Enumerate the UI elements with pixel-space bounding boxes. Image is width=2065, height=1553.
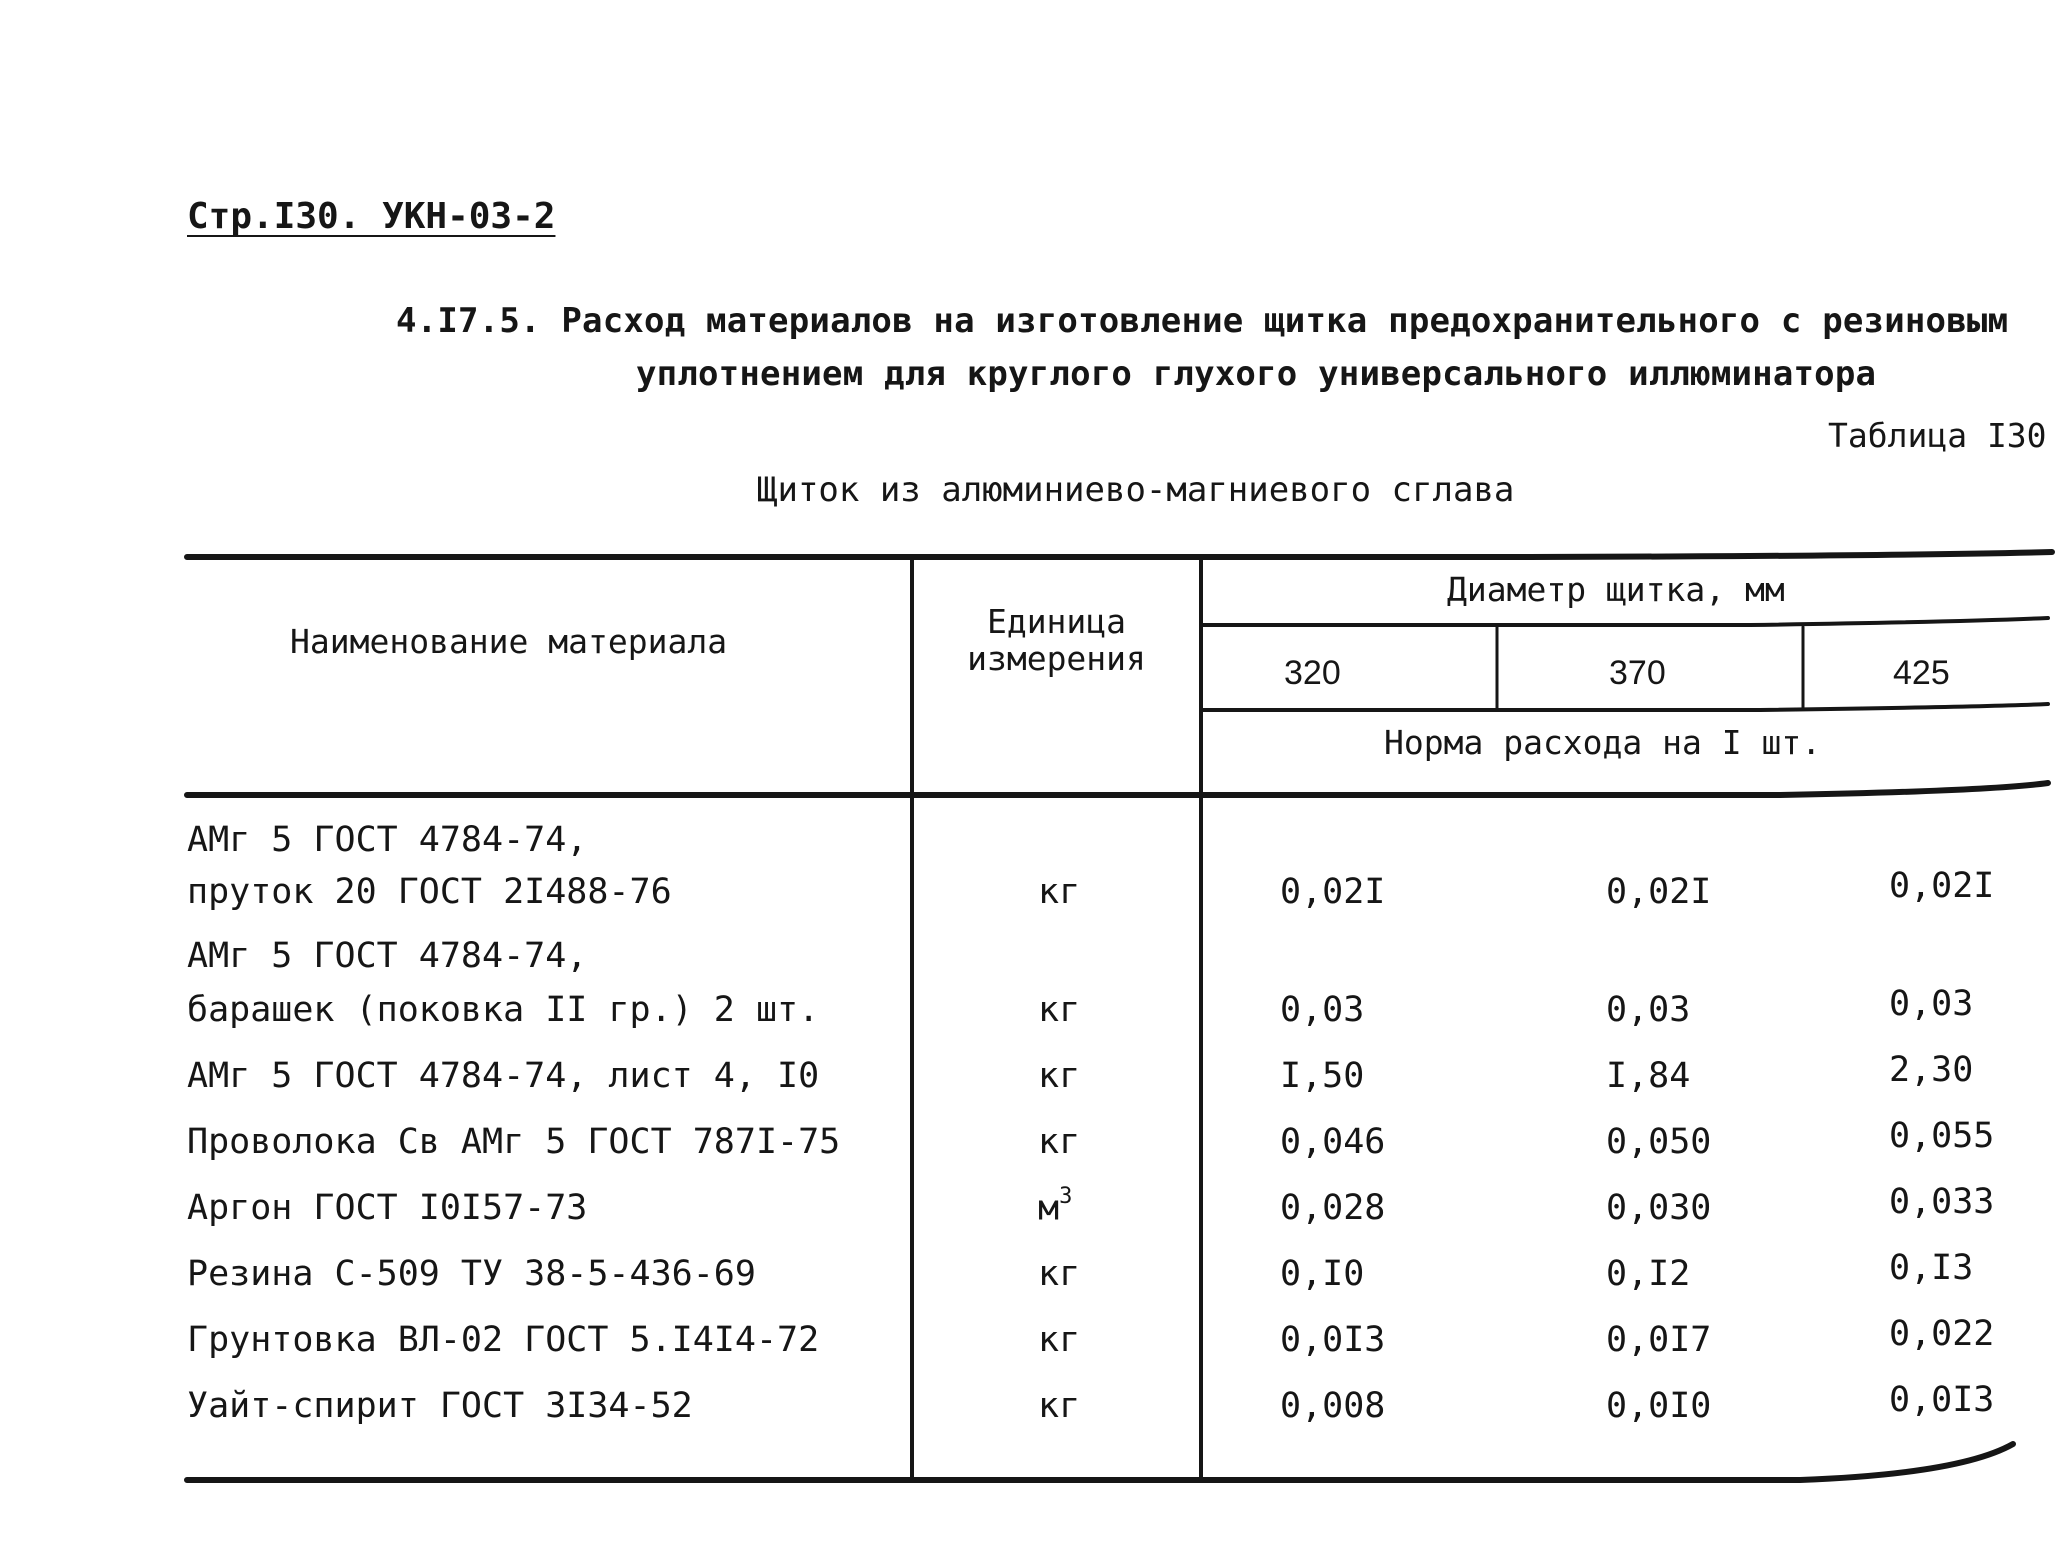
header-diameter-370: 370 [1609, 654, 1666, 692]
header-unit-line-2: измерения [967, 639, 1146, 678]
row-5-value-425: 0,033 [1889, 1182, 1995, 1222]
row-2-value-425: 0,03 [1889, 984, 1974, 1024]
row-7-unit: кг [1038, 1320, 1081, 1360]
header-norm: Норма расхода на I шт. [1384, 723, 1822, 762]
row-6-value-425: 0,I3 [1889, 1248, 1974, 1288]
row-3-value-320: I,50 [1280, 1056, 1365, 1096]
header-material-name: Наименование материала [290, 622, 728, 661]
row-8-value-370: 0,0I0 [1606, 1386, 1712, 1426]
header-bottom-rule [187, 783, 2048, 795]
row-3-name: АМг 5 ГОСТ 4784-74, лист 4, I0 [187, 1056, 820, 1096]
row-7-value-425: 0,022 [1889, 1314, 1995, 1354]
row-7-name: Грунтовка ВЛ-02 ГОСТ 5.I4I4-72 [187, 1320, 820, 1360]
row-5-value-320: 0,028 [1280, 1188, 1386, 1228]
row-1-name-line-1: АМг 5 ГОСТ 4784-74, [187, 820, 588, 860]
row-5-value-370: 0,030 [1606, 1188, 1712, 1228]
row-1-value-320: 0,02I [1280, 872, 1386, 912]
row-3-unit: кг [1038, 1056, 1081, 1096]
row-4-value-425: 0,055 [1889, 1116, 1995, 1156]
row-8-name: Уайт-спирит ГОСТ 3I34-52 [187, 1386, 693, 1426]
row-4-unit: кг [1038, 1122, 1081, 1162]
row-1-unit: кг [1038, 872, 1081, 912]
row-8-unit: кг [1038, 1386, 1081, 1426]
row-8-value-320: 0,008 [1280, 1386, 1386, 1426]
row-1-value-425: 0,02I [1889, 866, 1995, 906]
row-3-value-370: I,84 [1606, 1056, 1691, 1096]
section-title-line-1: 4.I7.5. Расход материалов на изготовление щитка предохранительного с резиновым [396, 301, 2009, 341]
row-2-value-320: 0,03 [1280, 990, 1365, 1030]
row-4-value-320: 0,046 [1280, 1122, 1386, 1162]
row-6-value-320: 0,I0 [1280, 1254, 1365, 1294]
row-2-name-line-2: барашек (поковка II гр.) 2 шт. [187, 990, 820, 1030]
row-6-name: Резина С-509 ТУ 38-5-436-69 [187, 1254, 756, 1294]
table-number: Таблица I30 [1828, 416, 2047, 455]
table-bottom-rule [187, 1444, 2013, 1480]
row-1-name-line-2: пруток 20 ГОСТ 2I488-76 [187, 872, 672, 912]
norm-header-rule [1201, 704, 2048, 710]
row-5-unit-superscript: 3 [1059, 1184, 1073, 1209]
row-4-value-370: 0,050 [1606, 1122, 1712, 1162]
row-8-value-425: 0,0I3 [1889, 1380, 1995, 1420]
row-2-name-line-1: АМг 5 ГОСТ 4784-74, [187, 936, 588, 976]
page-header: Стр.I30. УКН-03-2 [187, 196, 556, 237]
row-5-name: Аргон ГОСТ I0I57-73 [187, 1188, 588, 1228]
row-2-value-370: 0,03 [1606, 990, 1691, 1030]
header-unit-line-1: Единица [986, 602, 1127, 641]
row-2-unit: кг [1038, 990, 1081, 1030]
header-diameter-320: 320 [1284, 654, 1341, 692]
row-7-value-320: 0,0I3 [1280, 1320, 1386, 1360]
diameter-header-rule [1201, 618, 2048, 625]
row-6-value-370: 0,I2 [1606, 1254, 1691, 1294]
header-diameter-425: 425 [1893, 654, 1950, 692]
row-7-value-370: 0,0I7 [1606, 1320, 1712, 1360]
header-diameter: Диаметр щитка, мм [1447, 570, 1785, 609]
table-caption: Щиток из алюминиево-магниевого сглава [757, 470, 1515, 510]
row-3-value-425: 2,30 [1889, 1050, 1974, 1090]
row-5-unit [1038, 1184, 1073, 1229]
row-1-value-370: 0,02I [1606, 872, 1712, 912]
row-4-name: Проволока Св АМг 5 ГОСТ 787I-75 [187, 1122, 841, 1162]
row-5-unit-base: м [1038, 1188, 1060, 1229]
row-6-unit: кг [1038, 1254, 1081, 1294]
table-top-rule [187, 552, 2052, 557]
section-title-line-2: уплотнением для круглого глухого универсального иллюминатора [636, 354, 1877, 394]
